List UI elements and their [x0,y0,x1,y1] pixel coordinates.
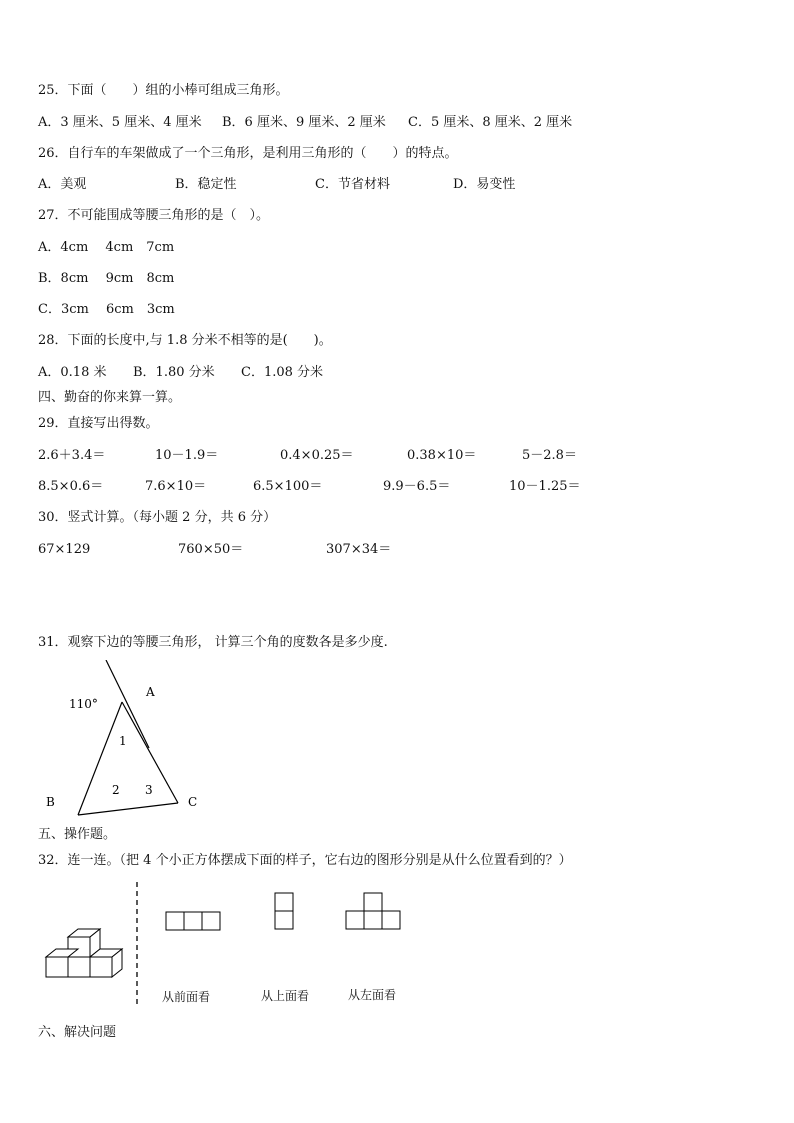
q29-r1-c5: 5－2.8＝ [522,448,577,463]
q26-stem: 26．自行车的车架做成了一个三角形，是利用三角形的（ ）的特点。 [38,146,458,161]
q29-stem: 29．直接写出得数。 [38,416,159,431]
right-cube-front-face [90,957,112,977]
q27-option-c: C．3cm 6cm 3cm [38,302,175,317]
q27-stem: 27．不可能围成等腰三角形的是（ ）。 [38,208,270,223]
q30-item-3: 307×34＝ [326,542,392,557]
q25-stem: 25．下面（ ）组的小棒可组成三角形。 [38,83,289,98]
side-bc [78,803,178,815]
q26-option-d: D．易变性 [453,177,516,192]
q27-option-a: A．4cm 4cm 7cm [38,240,175,255]
q29-r1-c4: 0.38×10＝ [407,448,477,463]
dashed-divider [134,882,140,1004]
q31-stem: 31．观察下边的等腰三角形， 计算三个角的度数各是多少度. [38,635,388,650]
section-5-heading: 五、操作题。 [38,827,117,842]
q28-option-c: C．1.08 分米 [241,365,324,380]
q25-option-c: C．5 厘米、8 厘米、2 厘米 [408,115,573,130]
view-label-top: 从上面看 [261,989,310,1003]
side-ab [78,702,122,815]
q26-option-b: B．稳定性 [175,177,237,192]
vertex-c-label: C [188,795,198,809]
q26-option-a: A．美观 [38,177,87,192]
q26-option-c: C．节省材料 [315,177,390,192]
q29-r2-c4: 9.9－6.5＝ [383,479,451,494]
q29-r1-c2: 10－1.9＝ [155,448,219,463]
extended-side-line [106,660,149,748]
q28-option-b: B．1.80 分米 [133,365,215,380]
view-t-shape [344,891,402,931]
q29-r2-c3: 6.5×100＝ [253,479,323,494]
q30-stem: 30．竖式计算。（每小题 2 分，共 6 分） [38,510,277,525]
q29-r2-c2: 7.6×10＝ [145,479,207,494]
q30-item-1: 67×129 [38,542,91,557]
stacked-cubes-figure [40,925,130,990]
q25-option-a: A．3 厘米、5 厘米、4 厘米 [38,115,202,130]
q29-r2-c1: 8.5×0.6＝ [38,479,104,494]
q28-option-a: A．0.18 米 [38,365,107,380]
vertex-a-label: A [146,685,155,699]
q25-option-b: B．6 厘米、9 厘米、2 厘米 [222,115,386,130]
view-label-front: 从前面看 [162,990,211,1004]
q29-r1-c3: 0.4×0.25＝ [280,448,354,463]
isosceles-triangle-figure [40,660,210,820]
view-two-stacked [273,891,295,931]
q29-r2-c5: 10－1.25＝ [509,479,581,494]
left-cube-front-face [46,957,68,977]
q27-option-b: B．8cm 9cm 8cm [38,271,175,286]
q32-stem: 32．连一连。（把 4 个小正方体摆成下面的样子，它右边的图形分别是从什么位置看到的？） [38,853,572,868]
vertex-b-label: B [46,795,55,809]
q29-r1-c1: 2.6＋3.4＝ [38,448,106,463]
angle-1-label: 1 [119,734,127,748]
middle-cube-front-face [68,957,90,977]
angle-3-label: 3 [145,783,153,797]
view-label-left: 从左面看 [348,988,397,1002]
angle-110-label: 110° [69,697,98,711]
q28-stem: 28．下面的长度中,与 1.8 分米不相等的是( )。 [38,333,332,348]
q30-item-2: 760×50＝ [178,542,244,557]
angle-2-label: 2 [112,783,120,797]
section-4-heading: 四、勤奋的你来算一算。 [38,390,182,405]
view-three-in-row [164,910,222,932]
section-6-heading: 六、解决问题 [38,1025,117,1040]
